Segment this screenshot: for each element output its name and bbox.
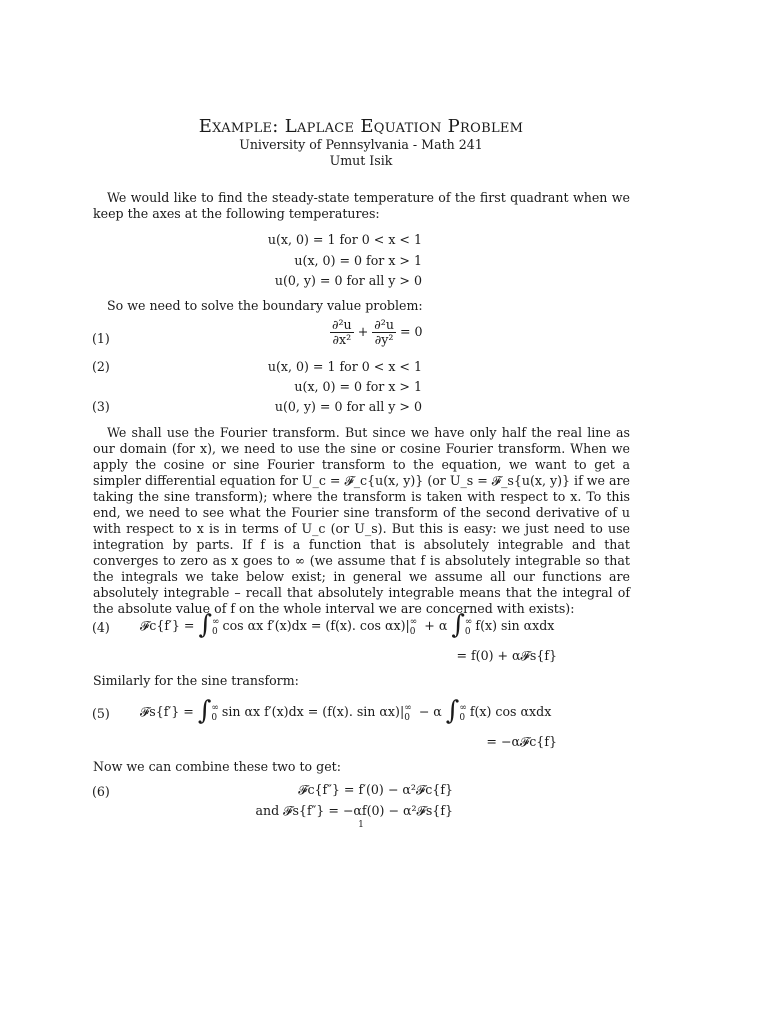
equation-number-5: (5) (92, 706, 110, 721)
equation-6-sine: and 𝓕s{f″} = −αf(0) − α²𝓕s{f} (255, 803, 453, 818)
title-first: Example (198, 116, 273, 137)
equation-number-6: (6) (92, 784, 110, 799)
subtitle: University of Pennsylvania - Math 241 (239, 137, 483, 152)
integral-limits: ∞ 0 (459, 702, 467, 723)
paragraph-combine: Now we can combine these two to get: (93, 759, 341, 774)
paragraph-bvp-intro: So we need to solve the boundary value problem: (107, 298, 423, 313)
bvp-condition-3: u(0, y) = 0 for all y > 0 (274, 399, 422, 414)
page-number: 1 (358, 820, 364, 830)
bvp-condition-1: u(x, 0) = 1 for 0 < x < 1 (267, 359, 422, 374)
integral-sign: ∫ (198, 610, 213, 640)
equation-number-1: (1) (92, 331, 110, 346)
integral-limits: ∞ 0 (464, 616, 473, 637)
integral-sign: ∫ (451, 610, 465, 640)
evaluation-limits: ∞ 0 (409, 616, 418, 637)
equation-1: $\frac{\text{∂²u}}{\text{∂x²}}$ + $\frac{\text{∂²u}}{\text{∂y²}}$ = 0 (332, 317, 423, 347)
condition-2: u(x, 0) = 0 for x > 1 (294, 253, 422, 268)
author: Umut Isik (329, 153, 393, 168)
equation-6-cosine: 𝓕c{f″} = f′(0) − α²𝓕c{f} (298, 782, 453, 797)
condition-3: u(0, y) = 0 for all y > 0 (274, 273, 422, 288)
equation-number-2: (2) (92, 359, 110, 374)
integral-sign: ∫ (197, 696, 212, 726)
equation-5-result: = −α𝓕c{f} (486, 734, 557, 749)
condition-1: u(x, 0) = 1 for 0 < x < 1 (267, 232, 422, 247)
fraction-d2u-dx2: $\frac{\text{∂²u}}{\text{∂x²}}$ (332, 317, 352, 347)
title-separator: : (272, 116, 285, 137)
integral-limits: ∞ 0 (211, 702, 219, 723)
equation-number-3: (3) (92, 399, 110, 414)
bvp-condition-2: u(x, 0) = 0 for x > 1 (294, 379, 422, 394)
paragraph-method: We shall use the Fourier transform. But since we have only half the real line as our domain (for x), we need to use the sine or cosine Fourier transform. When we apply the cosine or sine Fourier transform to the equation, we want to get a simpler differential equation for U_c = 𝓕_c{u(x, y)} (or U_s = 𝓕_s{u(x, y)} if we are taking the sine transform); where the transform is taken with respect to x. To this end, we need to see what the Fourier sine transform of the second derivative of u with respect to x is in terms of U_c (or U_s). But this is easy: we just need to use integration by parts. If f is a function that is absolutely integrable and that converges to zero as x goes to ∞ (we assume that f is absolutely integrable so that the integrals we take below exist; in general we assume all our functions are absolutely integrable – recall that absolutely integrable means that the integral of the absolute value of f on the whole interval we are concerned with exists): (93, 425, 630, 616)
paragraph-sine: Similarly for the sine transform: (93, 673, 299, 688)
title-second: Laplace Equation Problem (284, 116, 524, 137)
equation-number-4: (4) (92, 620, 110, 635)
document-title (0, 116, 722, 137)
equation-4: 𝓕c{f′} = ∫ ∞ 0 cos αx f′(x)dx = (f(x). cos αx)| ∞ 0 + α ∫ ∞ 0 f(x) sin αxdx (140, 610, 555, 640)
integral-limits: ∞ 0 (212, 616, 220, 637)
fraction-d2u-dy2: $\frac{\text{∂²u}}{\text{∂y²}}$ (374, 317, 394, 347)
evaluation-limits: ∞ 0 (404, 702, 412, 723)
equation-5: 𝓕s{f′} = ∫ ∞ 0 sin αx f′(x)dx = (f(x). sin αx)| ∞ 0 − α ∫ ∞ 0 f(x) cos αxdx (140, 696, 552, 726)
integral-sign: ∫ (445, 696, 460, 726)
equation-4-result: = f(0) + α𝓕s{f} (456, 648, 557, 663)
paragraph-intro: We would like to find the steady-state temperature of the first quadrant when we keep the axes at the following temperatures: (93, 190, 630, 221)
